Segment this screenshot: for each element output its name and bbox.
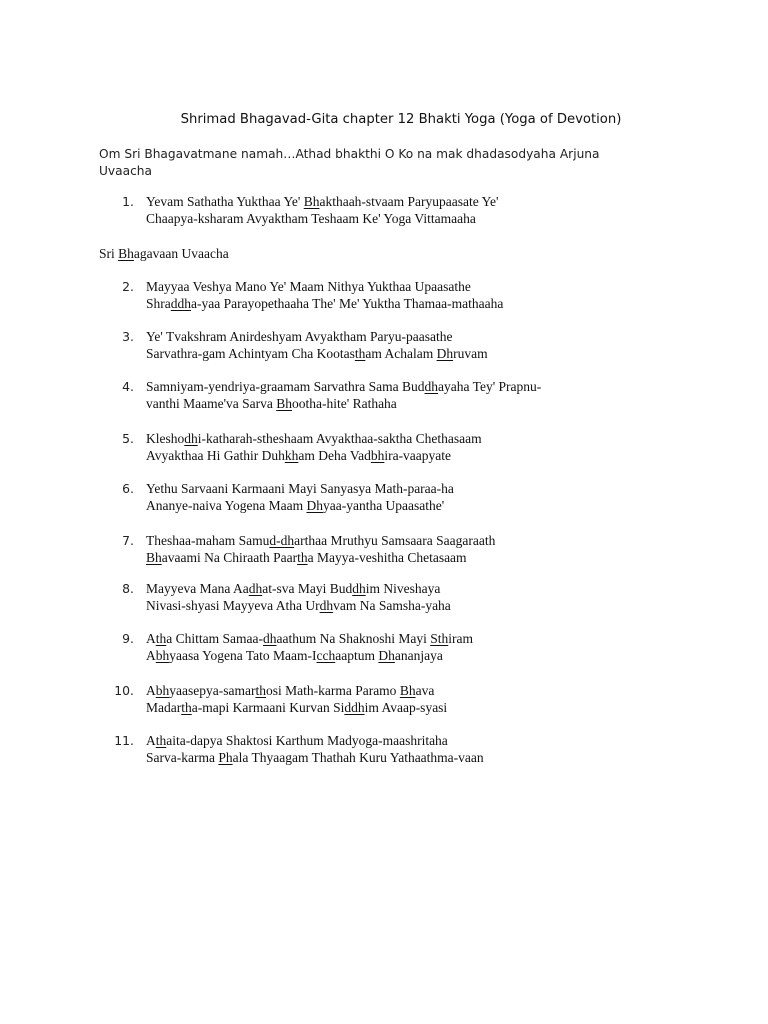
invocation-line-2: Uvaacha (99, 164, 152, 178)
verse-number: 1. (122, 194, 134, 209)
text-run: a Chittam Samaa- (166, 631, 263, 646)
section-heading (99, 245, 229, 263)
underlined-text: dh (263, 631, 277, 646)
verse-number: 5. (122, 431, 134, 446)
verse-line-1 (146, 532, 495, 550)
text-run: ira-vaapyate (384, 448, 452, 463)
text-run: Samniyam-yendriya-graamam Sarvathra Sama Bud (146, 379, 425, 394)
text-run: osi Math-karma Paramo (265, 683, 400, 698)
text-run: i-katharah-stheshaam Avyakthaa-saktha Chethasaam (197, 431, 482, 446)
underlined-text: Dh (436, 346, 454, 361)
text-run: Sri (99, 246, 119, 261)
text-run: Ananye-naiva Yogena Maam (146, 498, 307, 513)
text-run: im Niveshaya (365, 581, 441, 596)
verse-number: 9. (122, 631, 134, 646)
text-run: at-sva Mayi Bud (262, 581, 353, 596)
text-run: vanthi Maame'va Sarva (146, 396, 277, 411)
underlined-text: dh (352, 581, 366, 596)
text-run: im Avaap-syasi (364, 700, 448, 715)
text-run: Klesho (146, 431, 185, 446)
verse-number: 2. (122, 279, 134, 294)
text-run: Yevam Sathatha Yukthaa Ye' (146, 194, 304, 209)
text-run: avaami Na Chiraath Paar (161, 550, 298, 565)
text-run: ayaha Tey' Prapnu- (438, 379, 542, 394)
verse-line-1 (146, 378, 541, 396)
verse-number: 8. (122, 581, 134, 596)
underlined-text: dh (184, 431, 198, 446)
text-run: A (146, 733, 156, 748)
verse-line-1 (146, 682, 434, 700)
verse-line-1 (146, 630, 473, 648)
text-run: Chaapya-ksharam Avyaktham Teshaam Ke' Yoga Vittamaaha (146, 211, 476, 226)
underlined-text: bh (370, 448, 385, 463)
underlined-text: ddh (344, 700, 365, 715)
text-run: aita-dapya Shaktosi Karthum Madyoga-maashritaha (166, 733, 448, 748)
text-run: Theshaa-maham Samu (146, 533, 270, 548)
text-run: Ye' Tvakshram Anirdeshyam Avyaktham Paryu-paasathe (146, 329, 453, 344)
underlined-text: Bh (146, 550, 162, 565)
text-run: agavaan Uvaacha (133, 246, 229, 261)
text-run: A (146, 631, 156, 646)
verse-line-2 (146, 699, 447, 717)
verse-line-2 (146, 497, 444, 515)
verse-number: 4. (122, 379, 134, 394)
text-run: Sarva-karma (146, 750, 219, 765)
underlined-text: kh (284, 448, 299, 463)
verse-number: 7. (122, 533, 134, 548)
verse-line-1 (146, 480, 454, 498)
verse-number: 3. (122, 329, 134, 344)
text-run: ootha-hite' Rathaha (292, 396, 397, 411)
text-run: ava (415, 683, 435, 698)
verse-line-2 (146, 295, 503, 313)
underlined-text: Bh (118, 246, 134, 261)
underlined-text: Dh (306, 498, 323, 513)
verse-line-1 (146, 580, 440, 598)
verse-line-1 (146, 278, 471, 296)
underlined-text: Sth (430, 631, 449, 646)
text-run: a Mayya-veshitha Chetasaam (307, 550, 467, 565)
text-run: ruvam (453, 346, 488, 361)
underlined-text: dh (248, 581, 263, 596)
underlined-text: th (297, 550, 308, 565)
text-run: yaasa Yogena Tato Maam-I (169, 648, 317, 663)
underlined-text: Bh (276, 396, 293, 411)
underlined-text: bh (155, 648, 170, 663)
text-run: A (146, 648, 156, 663)
underlined-text: Dh (378, 648, 395, 663)
underlined-text: dh (319, 598, 334, 613)
verse-line-1 (146, 328, 453, 346)
text-run: arthaa Mruthyu Samsaara Saagaraath (294, 533, 496, 548)
text-run: Nivasi-shyasi Mayyeva Atha Ur (146, 598, 320, 613)
underlined-text: cch (316, 648, 336, 663)
verse-line-1 (146, 732, 448, 750)
text-run: ala Thyaagam Thathah Kuru Yathaathma-vaan (232, 750, 484, 765)
text-run: Avyakthaa Hi Gathir Duh (146, 448, 285, 463)
verse-line-2 (146, 447, 451, 465)
verse-line-2 (146, 597, 451, 615)
verse-line-2 (146, 345, 488, 363)
verse-line-2 (146, 749, 484, 767)
text-run: A (146, 683, 156, 698)
underlined-text: Bh (399, 683, 416, 698)
text-run: a-yaa Parayopethaaha The' Me' Yuktha Thamaa-mathaaha (191, 296, 504, 311)
verse-line-1 (146, 193, 498, 211)
text-run: am Achalam (365, 346, 437, 361)
underlined-text: d-dh (269, 533, 295, 548)
text-run: yaasepya-samar (169, 683, 256, 698)
underlined-text: th (255, 683, 266, 698)
underlined-text: th (155, 733, 167, 748)
text-run: yaa-yantha Upaasathe' (322, 498, 445, 513)
document-title: Shrimad Bhagavad-Gita chapter 12 Bhakti Yoga (Yoga of Devotion) (180, 112, 622, 127)
underlined-text: bh (155, 683, 170, 698)
text-run: am Deha Vad (298, 448, 371, 463)
underlined-text: ddh (170, 296, 191, 311)
text-run: akthaah-stvaam Paryupaasate Ye' (319, 194, 499, 209)
text-run: Shra (146, 296, 171, 311)
text-run: Yethu Sarvaani Karmaani Mayi Sanyasya Math-paraa-ha (146, 481, 454, 496)
verse-line-2 (146, 395, 397, 413)
underlined-text: th (354, 346, 366, 361)
invocation-text (99, 146, 659, 180)
text-run: Sarvathra-gam Achintyam Cha Kootas (146, 346, 355, 361)
verse-line-2 (146, 549, 467, 567)
text-run: Mayyaa Veshya Mano Ye' Maam Nithya Yukthaa Upaasathe (146, 279, 471, 294)
verse-number: 11. (114, 733, 134, 748)
underlined-text: Bh (303, 194, 320, 209)
underlined-text: dh (424, 379, 439, 394)
verse-number: 6. (122, 481, 134, 496)
text-run: aaptum (335, 648, 379, 663)
text-run: ananjaya (394, 648, 443, 663)
underlined-text: th (181, 700, 192, 715)
text-run: vam Na Samsha-yaha (333, 598, 451, 613)
verse-number: 10. (114, 683, 134, 698)
text-run: aathum Na Shaknoshi Mayi (276, 631, 431, 646)
verse-line-2 (146, 210, 476, 228)
text-run: a-mapi Karmaani Kurvan Si (191, 700, 345, 715)
text-run: Madar (146, 700, 182, 715)
text-run: Mayyeva Mana Aa (146, 581, 249, 596)
underlined-text: Ph (218, 750, 233, 765)
invocation-line-1: Om Sri Bhagavatmane namah…Athad bhakthi O Ko na mak dhadasodyaha Arjuna (99, 147, 600, 161)
text-run: iram (448, 631, 473, 646)
underlined-text: th (155, 631, 167, 646)
verse-line-1 (146, 430, 482, 448)
verse-line-2 (146, 647, 443, 665)
